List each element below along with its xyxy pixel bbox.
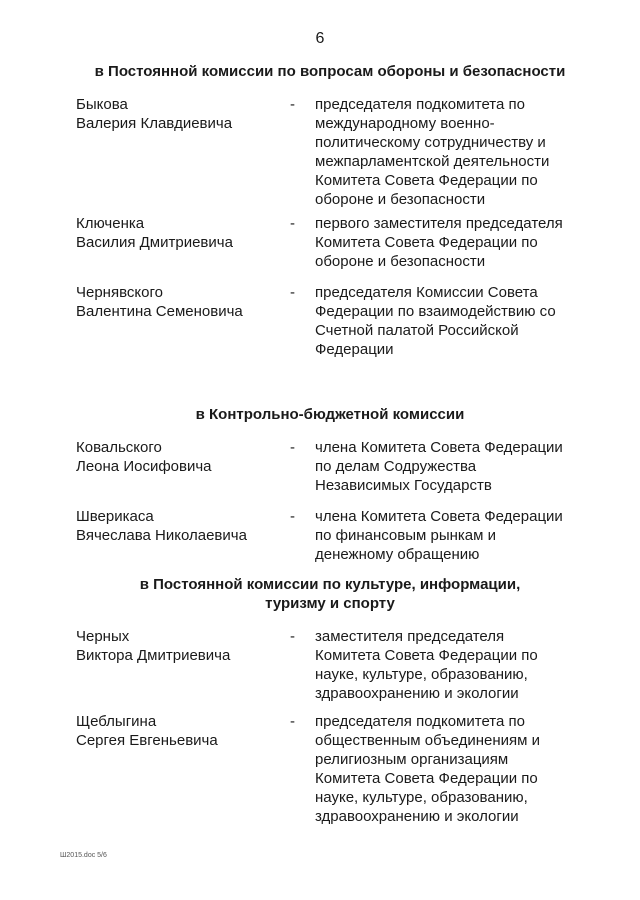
document-footer-code: Ш2015.doc 5/6 bbox=[60, 852, 107, 859]
section-title-line: в Контрольно-бюджетной комиссии bbox=[195, 406, 465, 423]
member-position bbox=[315, 712, 605, 826]
member-name bbox=[76, 283, 276, 321]
position-line: межпарламентской деятельности bbox=[315, 153, 550, 170]
position-line: по делам Содружества bbox=[315, 458, 477, 475]
position-line: науке, культуре, образованию, bbox=[315, 789, 528, 806]
member-name bbox=[76, 627, 276, 665]
position-line: Комитета Совета Федерации по bbox=[315, 770, 538, 787]
page-number: 6 bbox=[315, 30, 325, 47]
member-position bbox=[315, 283, 605, 359]
member-position bbox=[315, 95, 605, 209]
position-line: политическому сотрудничеству и bbox=[315, 134, 546, 151]
member-surname: Быкова bbox=[76, 96, 128, 113]
member-given-name: Вячеслава Николаевича bbox=[76, 527, 247, 544]
dash-separator: - bbox=[290, 508, 295, 525]
dash-separator: - bbox=[290, 284, 295, 301]
position-line: по финансовым рынкам и bbox=[315, 527, 497, 544]
position-line: члена Комитета Совета Федерации bbox=[315, 508, 563, 525]
position-line: Комитета Совета Федерации по bbox=[315, 172, 538, 189]
position-line: Счетной палатой Российской bbox=[315, 322, 519, 339]
member-name bbox=[76, 438, 276, 476]
dash-separator: - bbox=[290, 96, 295, 113]
position-line: председателя подкомитета по bbox=[315, 96, 525, 113]
position-line: Комитета Совета Федерации по bbox=[315, 234, 538, 251]
dash-separator: - bbox=[290, 713, 295, 730]
position-line: обороне и безопасности bbox=[315, 191, 486, 208]
member-given-name: Сергея Евгеньевича bbox=[76, 732, 218, 749]
position-line: международному военно- bbox=[315, 115, 495, 132]
dash-separator: - bbox=[290, 215, 295, 232]
member-given-name: Леона Иосифовича bbox=[76, 458, 212, 475]
position-line: члена Комитета Совета Федерации bbox=[315, 439, 563, 456]
position-line: денежному обращению bbox=[315, 546, 480, 563]
member-surname: Ключенка bbox=[76, 215, 145, 232]
section-title-line: туризму и спорту bbox=[265, 595, 395, 612]
position-line: Федерации по взаимодействию со bbox=[315, 303, 556, 320]
position-line: председателя Комиссии Совета bbox=[315, 284, 538, 301]
position-line: общественным объединениям и bbox=[315, 732, 541, 749]
member-surname: Шверикаса bbox=[76, 508, 154, 525]
member-surname: Черных bbox=[76, 628, 130, 645]
member-given-name: Валерия Клавдиевича bbox=[76, 115, 233, 132]
member-name bbox=[76, 507, 276, 545]
position-line: религиозным организациям bbox=[315, 751, 509, 768]
member-position bbox=[315, 627, 605, 703]
member-name bbox=[76, 95, 276, 133]
position-line: здравоохранению и экологии bbox=[315, 685, 519, 702]
member-name bbox=[76, 712, 276, 750]
dash-separator: - bbox=[290, 628, 295, 645]
position-line: Независимых Государств bbox=[315, 477, 492, 494]
member-given-name: Виктора Дмитриевича bbox=[76, 647, 231, 664]
member-position bbox=[315, 507, 605, 564]
position-line: Федерации bbox=[315, 341, 394, 358]
position-line: первого заместителя председателя bbox=[315, 215, 563, 232]
dash-separator: - bbox=[290, 439, 295, 456]
section-title-line: в Постоянной комиссии по вопросам обороны и безопасности bbox=[94, 63, 566, 80]
member-surname: Чернявского bbox=[76, 284, 163, 301]
section-title-line: в Постоянной комиссии по культуре, информации, bbox=[139, 576, 521, 593]
position-line: заместителя председателя bbox=[315, 628, 505, 645]
section-title-defense bbox=[60, 62, 600, 81]
section-title-culture bbox=[60, 575, 600, 613]
position-line: науке, культуре, образованию, bbox=[315, 666, 528, 683]
member-given-name: Валентина Семеновича bbox=[76, 303, 243, 320]
member-name bbox=[76, 214, 276, 252]
position-line: Комитета Совета Федерации по bbox=[315, 647, 538, 664]
section-title-budget bbox=[60, 405, 600, 424]
member-given-name: Василия Дмитриевича bbox=[76, 234, 233, 251]
position-line: здравоохранению и экологии bbox=[315, 808, 519, 825]
position-line: обороне и безопасности bbox=[315, 253, 486, 270]
member-position bbox=[315, 214, 605, 271]
member-surname: Щеблыгина bbox=[76, 713, 157, 730]
position-line: председателя подкомитета по bbox=[315, 713, 525, 730]
member-surname: Ковальского bbox=[76, 439, 162, 456]
member-position bbox=[315, 438, 605, 495]
